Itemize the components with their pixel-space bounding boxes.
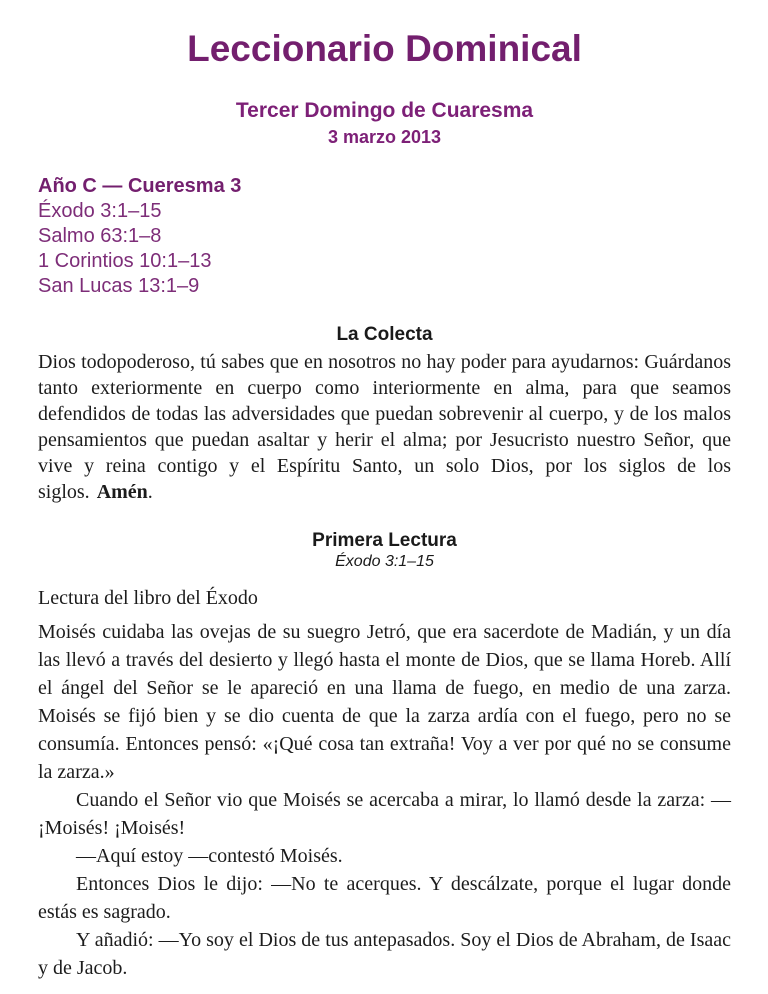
amen-period: . <box>147 481 153 503</box>
first-reading-intro: Lectura del libro del Éxodo <box>38 587 258 609</box>
reading-paragraph: Entonces Dios le dijo: —No te acerques. Y descálzate, porque el lugar donde estás es sagrado. <box>38 873 731 923</box>
readings-list-heading: Año C — Cueresma 3 <box>38 175 242 197</box>
first-reading-reference: Éxodo 3:1–15 <box>335 553 434 570</box>
page-title: Leccionario Dominical <box>187 28 582 69</box>
reading-item-exodo: Éxodo 3:1–15 <box>38 200 162 222</box>
collect-heading: La Colecta <box>336 324 433 345</box>
reading-item-lucas: San Lucas 13:1–9 <box>38 275 200 297</box>
collect-text: Dios todopoderoso, tú sabes que en nosotros no hay poder para ayudarnos: Guárdanos tanto exteriormente en cuerpo como interiormente en alma, para que seamos defendidos de todas las adversidades que puedan sobrevenir al cuerpo, y de los malos pensamientos que puedan asaltar y herir el alma; por Jesucristo nuestro Señor, que vive y reina contigo y el Espíritu Santo, un solo Dios, por los siglos de los siglos. <box>38 351 731 503</box>
readings-list <box>38 174 731 299</box>
reading-paragraph: Y añadió: —Yo soy el Dios de tus antepasados. Soy el Dios de Abraham, de Isaac y de Jacob. <box>38 929 731 979</box>
first-reading-body <box>38 618 731 982</box>
page-subtitle: Tercer Domingo de Cuaresma <box>235 99 534 122</box>
reading-paragraph: —Aquí estoy —contestó Moisés. <box>76 845 343 867</box>
reading-item-salmo: Salmo 63:1–8 <box>38 225 162 247</box>
reading-paragraph: Moisés cuidaba las ovejas de su suegro Jetró, que era sacerdote de Madián, y un día las llevó a través del desierto y llegó hasta el monte de Dios, que se llama Horeb. Allí el ángel del Señor se le apareció en una llama de fuego, en medio de una zarza. Moisés se fijó bien y se dio cuenta de que la zarza ardía con el fuego, pero no se consumía. Entonces pensó: «¡Qué cosa tan extraña! Voy a ver por qué no se consume la zarza.» <box>38 621 731 783</box>
first-reading-heading: Primera Lectura <box>312 530 457 551</box>
page-date: 3 marzo 2013 <box>327 127 442 147</box>
reading-paragraph: Cuando el Señor vio que Moisés se acercaba a mirar, lo llamó desde la zarza: —¡Moisés! ¡Moisés! <box>38 789 731 839</box>
amen-text: Amén <box>96 481 148 503</box>
collect-body <box>38 349 731 505</box>
reading-item-corintios: 1 Corintios 10:1–13 <box>38 250 212 272</box>
